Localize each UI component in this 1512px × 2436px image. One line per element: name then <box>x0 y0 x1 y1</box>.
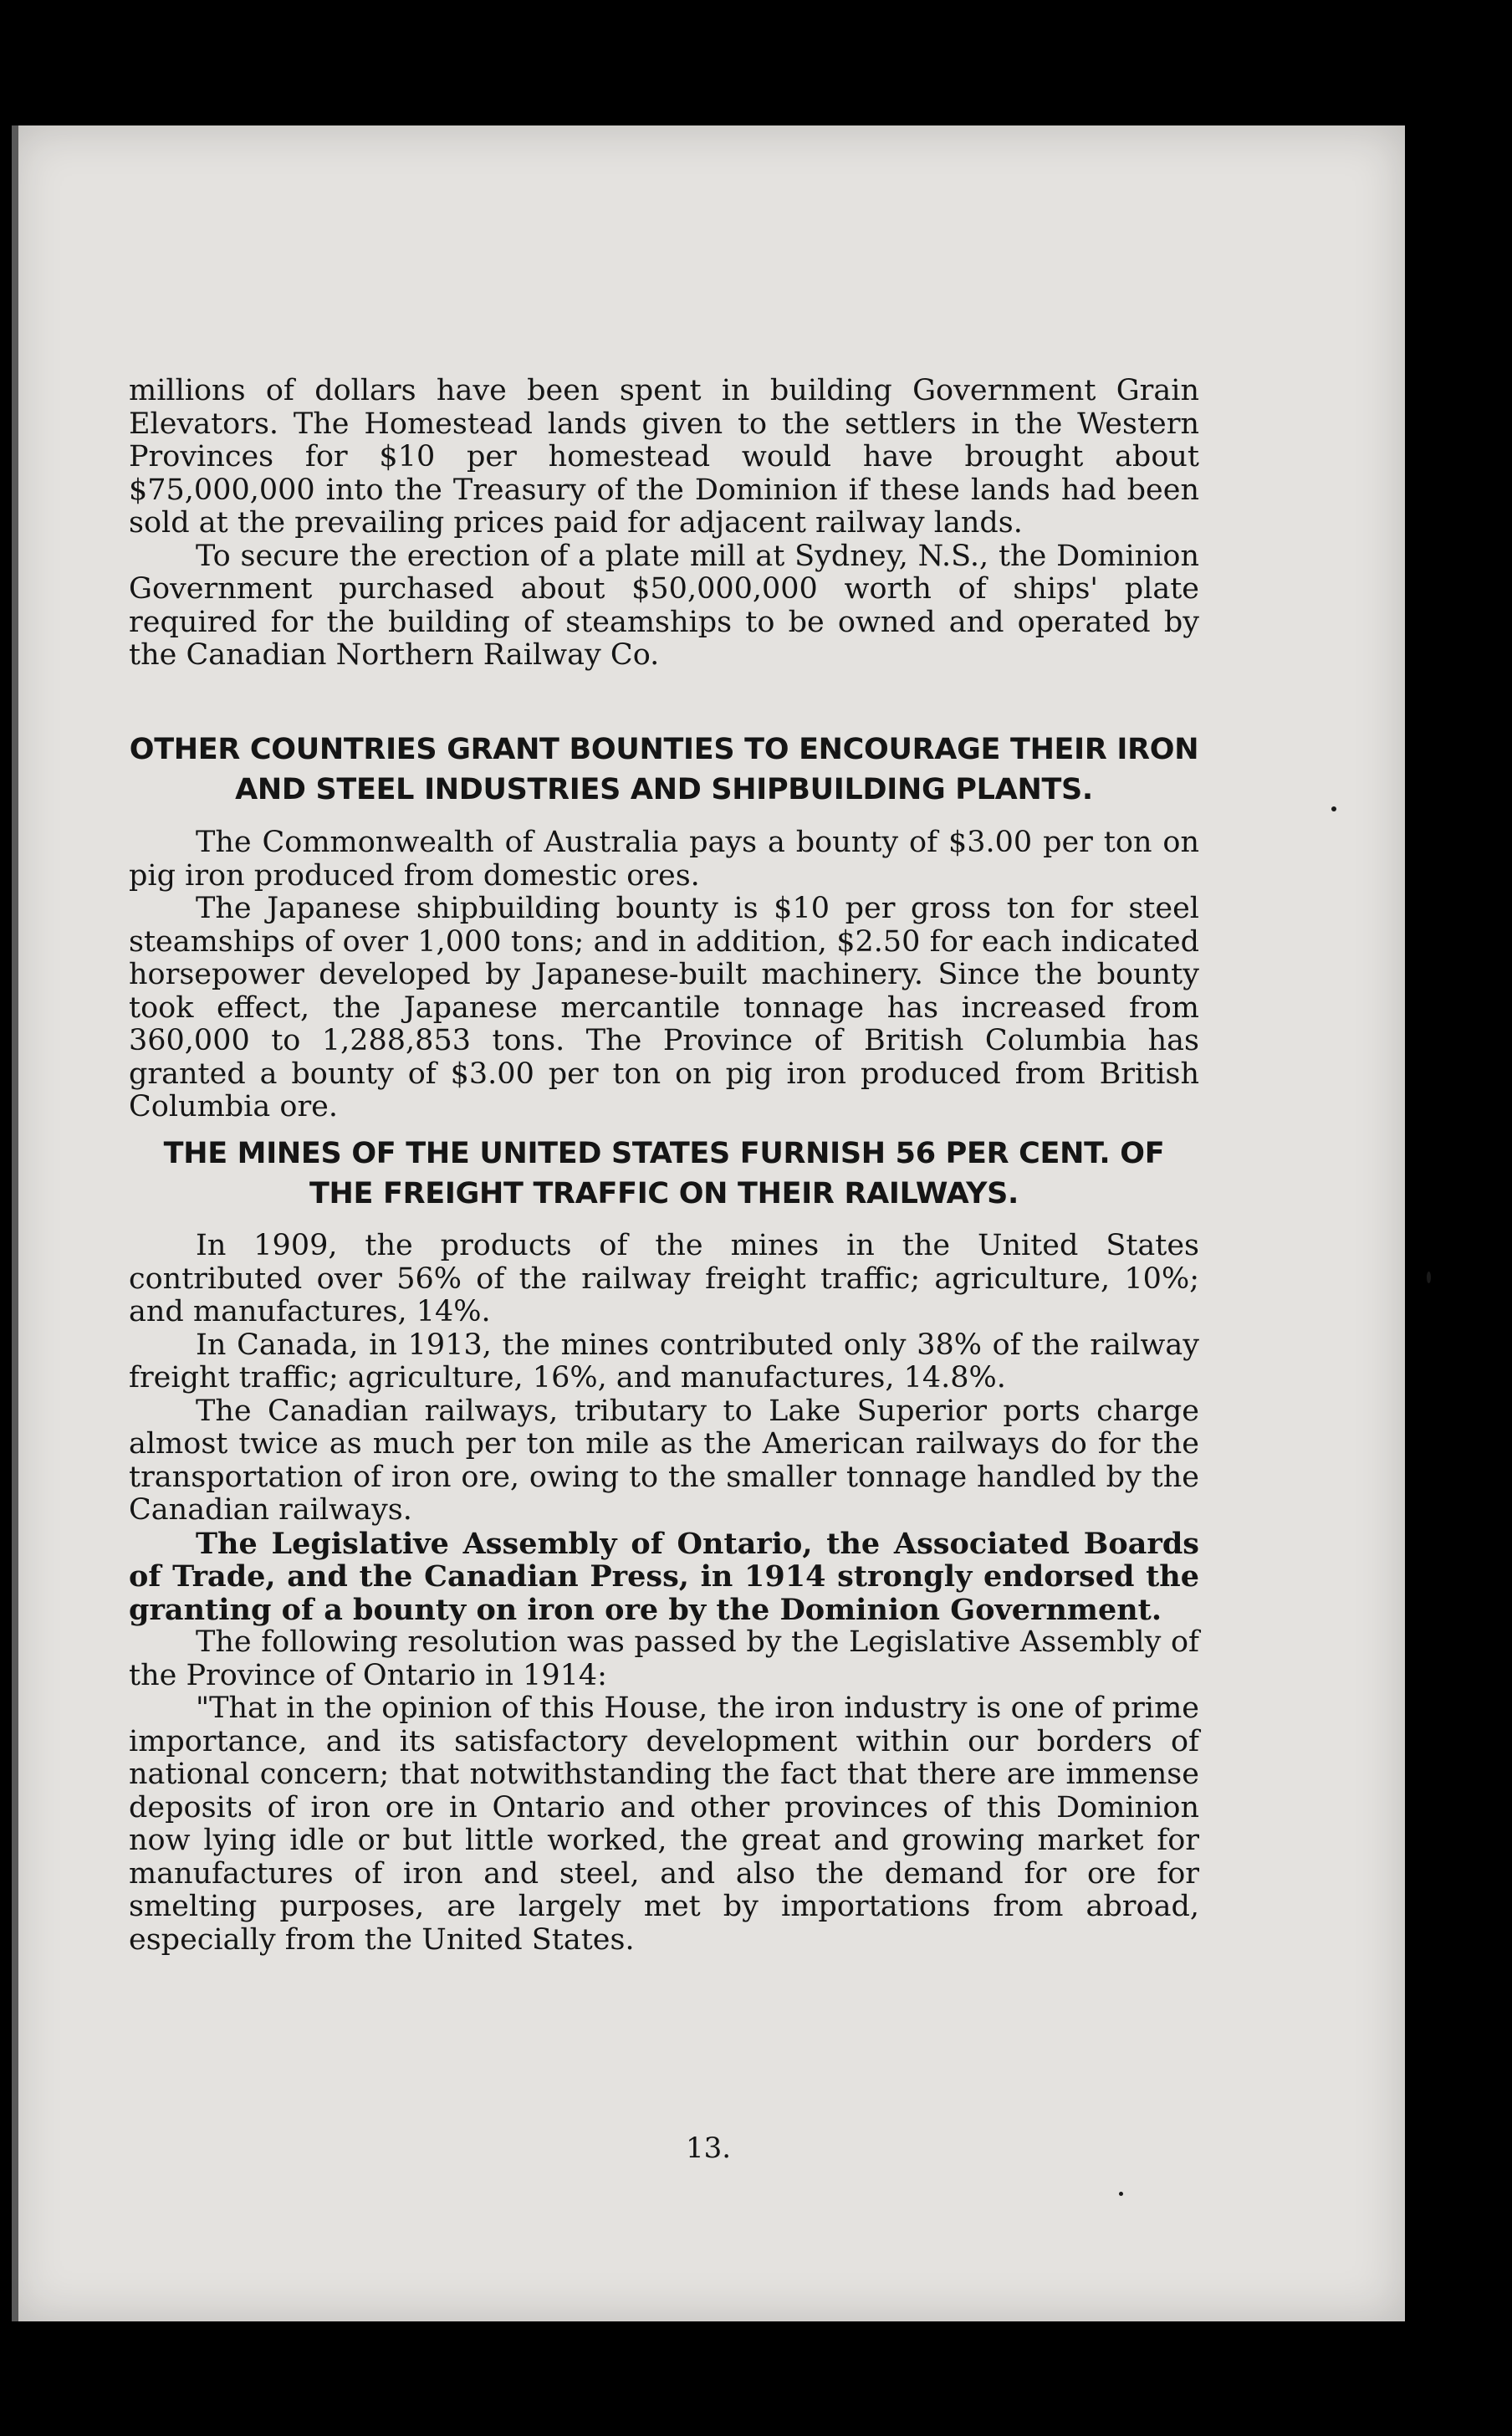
heading-united-states-mines: THE MINES OF THE UNITED STATES FURNISH 56 PER CENT. OF THE FREIGHT TRAFFIC ON THEIR RAILWAYS. <box>163 1137 1165 1210</box>
scan-speck <box>1427 1272 1431 1283</box>
scan-speck <box>1331 806 1336 811</box>
section-intro <box>129 375 1199 673</box>
section-bounties <box>129 729 1199 810</box>
paragraph-resolution-text: "That in the opinion of this House, the iron industry is one of prime importance, and its satisfactory development within our borders of national concern; that notwithstanding the fact that there are immense deposits of iron ore in Ontario and other provinces of this Dominion now lying idle or but little worked, the great and growing market for manufactures of iron and steel, and also the demand for ore for smelting purposes, are largely met by importations from abroad, especially from the United States. <box>129 1691 1199 1957</box>
section-bounties-body <box>129 826 1199 1124</box>
paragraph-grain-elevators: millions of dollars have been spent in building Government Grain Elevators. The Homestead lands given to the settlers in the Western Provinces for $10 per homestead would have brought about $75,000,000 into the Treasury of the Dominion if these lands had been sold at the prevailing prices paid for adjacent railway lands. <box>129 374 1199 540</box>
paragraph-canadian-railways: The Canadian railways, tributary to Lake Superior ports charge almost twice as much per ton mile as the American railways do for the transportation of iron ore, owing to the smaller tonnage handled by the Canadian railways. <box>129 1394 1199 1527</box>
heading-other-countries: OTHER COUNTRIES GRANT BOUNTIES TO ENCOURAGE THEIR IRON AND STEEL INDUSTRIES AND SHIPBUILDING PLANTS. <box>129 733 1199 806</box>
paragraph-australia: The Commonwealth of Australia pays a bounty of $3.00 per ton on pig iron produced from domestic ores. <box>129 826 1199 893</box>
section-mines-body <box>129 1230 1199 1957</box>
section-mines <box>129 1134 1199 1214</box>
scan-speck <box>1119 2192 1123 2196</box>
page-number: 13. <box>685 2132 732 2165</box>
paragraph-japan: The Japanese shipbuilding bounty is $10 per gross ton for steel steamships of over 1,000 tons; and in addition, $2.50 for each indicated horsepower developed by Japanese-built machinery. Since the bounty took effect, the Japanese mercantile tonnage has increased from 360,000 to 1,288,853 tons. The Province of British Columbia has granted a bounty of $3.00 per ton on pig iron produced from British Columbia ore. <box>129 892 1199 1123</box>
paragraph-1913: In Canada, in 1913, the mines contributed only 38% of the railway freight traffic; agriculture, 16%, and manufactures, 14.8%. <box>129 1328 1199 1395</box>
paragraph-1909: In 1909, the products of the mines in the United States contributed over 56% of the railway freight traffic; agriculture, 10%; and manufactures, 14%. <box>129 1229 1199 1328</box>
page-sheet <box>12 125 1405 2321</box>
paragraph-plate-mill: To secure the erection of a plate mill at Sydney, N.S., the Dominion Government purchased about $50,000,000 worth of ships' plate required for the building of steamships to be owned and operated by the Canadian Northern Railway Co. <box>129 539 1199 672</box>
page-binding-edge <box>12 125 18 2321</box>
paragraph-resolution-intro: The following resolution was passed by the Legislative Assembly of the Province of Ontario in 1914: <box>129 1625 1199 1692</box>
paragraph-legislative-endorsement: The Legislative Assembly of Ontario, the Associated Boards of Trade, and the Canadian Press, in 1914 strongly endorsed the granting of a bounty on iron ore by the Dominion Government. <box>129 1526 1199 1627</box>
